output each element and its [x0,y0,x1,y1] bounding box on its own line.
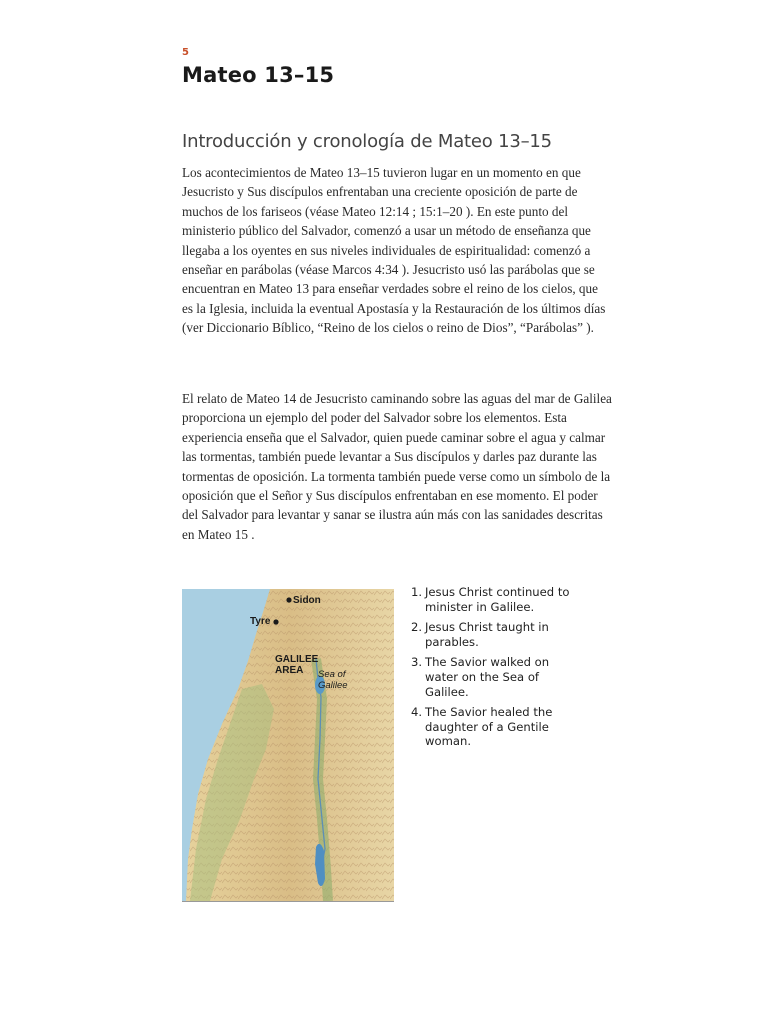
chapter-title: Mateo 13–15 [182,63,335,87]
galilee-area-label: GALILEE AREA [275,654,319,676]
list-text: The Savior walked on water on the Sea of Galilee. [425,655,550,699]
list-text: Jesus Christ continued to minister in Galilee. [425,585,570,614]
list-item [411,705,581,749]
list-item [411,620,581,649]
sea-of-galilee-label: Sea of Galilee [318,669,348,691]
relief-map-image [182,589,394,901]
galilee-map [182,589,394,902]
list-text: The Savior healed the daughter of a Gentile woman. [425,705,553,749]
section-heading: Introducción y cronología de Mateo 13–15 [182,131,552,152]
list-text: Jesus Christ taught in parables. [425,620,549,649]
intro-paragraph: Los acontecimientos de Mateo 13–15 tuvieron lugar en un momento en que Jesucristo y Sus discípulos enfrentaban una creciente oposición de parte de muchos de los fariseos (véase Mateo 12:14 ; 15:1–20 ). En este punto del ministerio público del Salvador, comenzó a usar un método de enseñanza que llegaba a los oyentes en sus niveles individuales de espiritualidad: comenzó a enseñar en parábolas (véase Marcos 4:34 ). Jesucristo usó las parábolas que se encuentran en Mateo 13 para enseñar verdades sobre el reino de los cielos, que es la Iglesia, incluida la eventual Apostasía y la Restauración de los últimos días (ver Diccionario Bíblico, “Reino de los cielos o reino de Dios”, “Parábolas” ). [182,165,606,336]
list-item [411,585,581,614]
sidon-label: Sidon [293,595,321,606]
list-number: 2. [411,620,423,635]
list-number: 3. [411,655,423,670]
storm-paragraph: El relato de Mateo 14 de Jesucristo caminando sobre las aguas del mar de Galilea proporciona un ejemplo del poder del Salvador sobre los elementos. Esta experiencia enseña que el Salvador, quien puede caminar sobre el agua y calmar las tormentas, también puede levantar a Sus discípulos y darles paz durante las tormentas de oposición. La tormenta también puede verse como un símbolo de la oposición que el Señor y Sus discípulos enfrentaban en ese momento. El poder del Salvador para levantar y sanar se ilustra aún más con las sanidades descritas en Mateo 15 . [182,391,612,542]
list-item [411,655,581,699]
page-number: 5 [182,47,189,58]
list-number: 1. [411,585,423,599]
sidon-marker [286,597,291,602]
tyre-marker [273,619,278,624]
tyre-label: Tyre [250,616,271,627]
list-number: 4. [411,705,423,720]
events-list [411,585,581,755]
